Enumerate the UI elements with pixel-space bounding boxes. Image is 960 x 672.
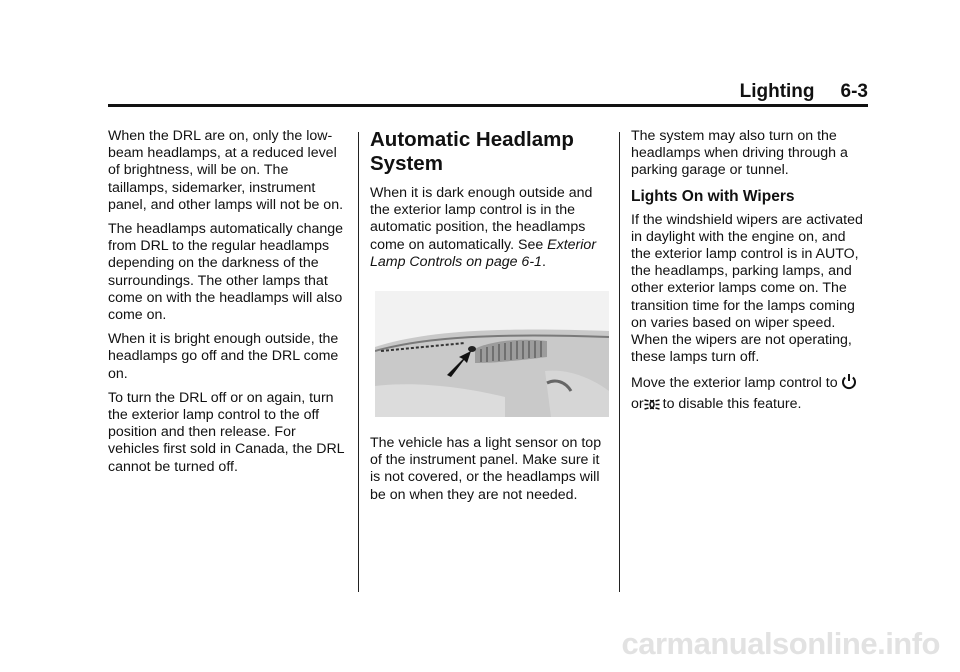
page-number: 6-3 bbox=[840, 81, 868, 102]
page-header bbox=[108, 80, 868, 104]
paragraph-drl-on: When the DRL are on, only the low-beam headlamps, at a reduced level of brightness, will be on. The taillamps, sidemarker, instrument panel, and other lamps will not be on. bbox=[108, 128, 344, 213]
paragraph-garage-tunnel: The system may also turn on the headlamps when driving through a parking garage or tunnel. bbox=[631, 128, 848, 179]
header-rule bbox=[108, 104, 868, 107]
dashboard-illustration bbox=[375, 291, 609, 417]
paragraph-wipers: If the windshield wipers are activated in daylight with the engine on, and the exterior lamp control is in AUTO, the headlamps, parking lamps, and other exterior lamps come on. The transition time for the lamps coming on varies based on wiper speed. When the wipers are not operating, these lamps turn off. bbox=[631, 211, 863, 366]
paragraph-turn-drl-off: To turn the DRL off or on again, turn the exterior lamp control to the off position and then release. For vehicles first sold in Canada, the DRL cannot be turned off. bbox=[108, 389, 345, 475]
light-sensor-figure bbox=[375, 291, 609, 417]
paragraph-bright-outside: When it is bright enough outside, the headlamps go off and the DRL come on. bbox=[108, 331, 339, 382]
paragraph-auto-change: The headlamps automatically change from DRL to the regular headlamps depending on the darkness of the surroundings. The other lamps that come on with the headlamps will also come on. bbox=[108, 221, 344, 324]
disable-text-1: Move the exterior lamp control to bbox=[631, 375, 838, 392]
parking-lamp-icon bbox=[644, 398, 660, 416]
column-divider-2 bbox=[619, 132, 620, 592]
cross-reference-link[interactable]: Exterior Lamp Controls on page 6-1 bbox=[370, 236, 597, 270]
paragraph-end: . bbox=[541, 253, 546, 270]
paragraph-auto-headlamps-text: When it is dark enough outside and the exterior lamp control is in the automatic position, the headlamps come on automatically. See bbox=[370, 185, 593, 253]
section-heading-automatic-headlamp: Automatic Headlamp System bbox=[370, 128, 574, 175]
section-title: Lighting bbox=[739, 81, 815, 102]
disable-text-3: to disable this feature. bbox=[662, 395, 802, 412]
column-2 bbox=[370, 128, 610, 511]
power-icon bbox=[841, 373, 857, 395]
disable-text-2: or bbox=[631, 395, 644, 412]
column-1 bbox=[108, 128, 348, 483]
subheading-lights-on-with-wipers: Lights On with Wipers bbox=[631, 187, 795, 205]
column-divider-1 bbox=[358, 132, 359, 592]
paragraph-auto-headlamps bbox=[370, 185, 610, 271]
paragraph-disable-feature bbox=[631, 373, 869, 415]
paragraph-light-sensor: The vehicle has a light sensor on top of the instrument panel. Make sure it is not covered, or the headlamps will be on when they are not needed. bbox=[370, 435, 602, 503]
column-3 bbox=[631, 128, 869, 423]
watermark: carmanualsonline.info bbox=[621, 626, 940, 661]
